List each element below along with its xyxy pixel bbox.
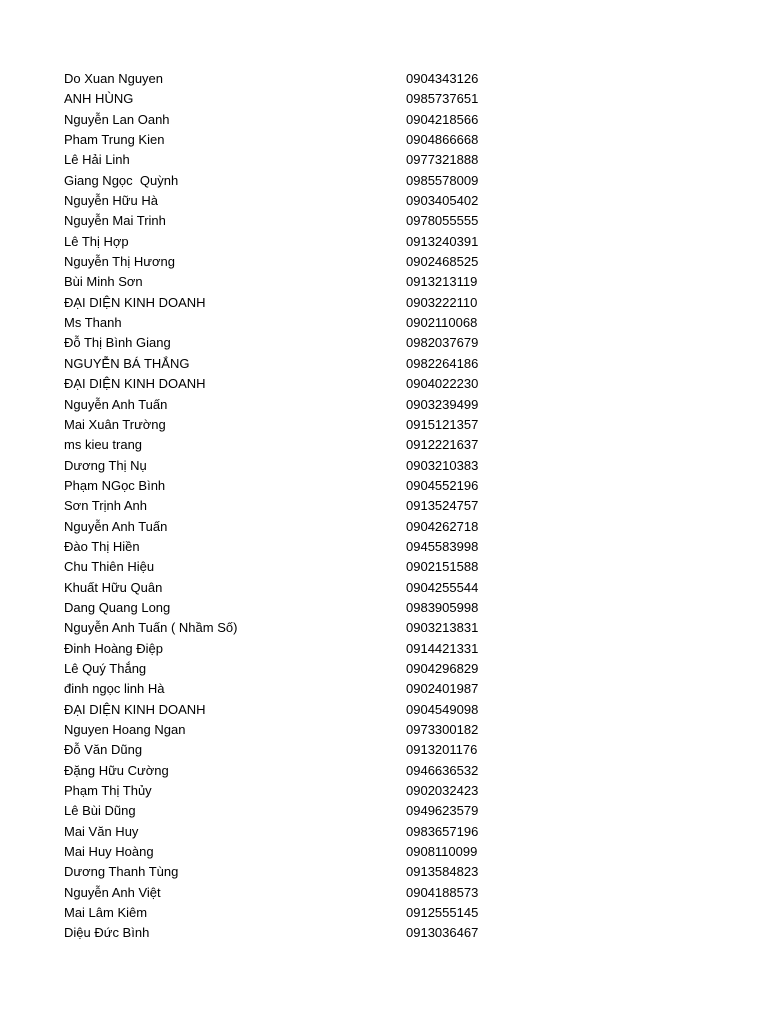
contact-name: Lê Bùi Dũng <box>64 803 136 819</box>
contact-phone: 0908110099 <box>406 844 478 860</box>
contact-row <box>64 781 544 801</box>
contact-row <box>64 862 544 882</box>
contact-phone: 0949623579 <box>406 803 479 819</box>
contact-name: Nguyen Hoang Ngan <box>64 722 186 737</box>
contact-row <box>64 476 544 496</box>
contact-name: Do Xuan Nguyen <box>64 71 164 86</box>
contact-name: Nguyễn Anh Việt <box>64 884 161 900</box>
contact-name: Dương Thị Nụ <box>64 457 147 473</box>
contact-phone: 0904262718 <box>406 518 479 534</box>
contact-name: Pham Trung Kien <box>64 132 165 148</box>
contact-row <box>64 272 544 292</box>
contact-name: Nguyễn Anh Tuấn <box>64 518 168 534</box>
contact-name: ĐẠI DIỆN KINH DOANH <box>64 701 206 717</box>
contact-phone: 0902110068 <box>406 315 478 331</box>
contact-row <box>64 618 544 638</box>
contact-name: Phạm Thị Thủy <box>64 783 152 799</box>
contact-name: Bùi Minh Sơn <box>64 274 143 290</box>
contact-row <box>64 639 544 659</box>
contact-row <box>64 191 544 211</box>
contact-name: Nguyễn Hữu Hà <box>64 193 158 209</box>
contact-row <box>64 130 544 150</box>
contact-row <box>64 333 544 353</box>
contact-name: Dang Quang Long <box>64 599 171 615</box>
contact-name: Mai Lâm Kiêm <box>64 905 148 921</box>
contact-phone: 0913524757 <box>406 498 479 514</box>
contact-phone: 0946636532 <box>406 762 479 778</box>
contact-row <box>64 69 544 89</box>
contact-phone: 0904343126 <box>406 71 479 86</box>
contact-phone: 0912221637 <box>406 437 479 453</box>
contact-phone: 0982037679 <box>406 335 479 351</box>
contact-phone: 0903222110 <box>406 294 478 310</box>
contact-phone: 0982264186 <box>406 355 479 371</box>
contact-row <box>64 578 544 598</box>
contact-name: Chu Thiên Hiệu <box>64 559 155 575</box>
contact-phone: 0945583998 <box>406 538 479 554</box>
contact-phone: 0904255544 <box>406 579 479 595</box>
contact-row <box>64 598 544 618</box>
contact-name: ĐẠI DIỆN KINH DOANH <box>64 294 206 310</box>
contact-phone: 0914421331 <box>406 640 479 656</box>
contact-phone: 0983657196 <box>406 823 479 839</box>
contact-row <box>64 720 544 740</box>
contact-row <box>64 679 544 699</box>
contact-phone: 0913584823 <box>406 864 479 880</box>
contact-row <box>64 740 544 760</box>
contact-phone: 0904549098 <box>406 701 479 717</box>
contact-phone: 0977321888 <box>406 152 479 168</box>
contact-phone: 0913240391 <box>406 233 479 249</box>
contact-name: Nguyễn Thị Hương <box>64 254 175 270</box>
contact-name: Đào Thị Hiền <box>64 538 140 554</box>
contact-row <box>64 415 544 435</box>
contact-name: Đỗ Thị Bình Giang <box>64 335 171 351</box>
contact-phone: 0904188573 <box>406 884 479 900</box>
contact-row <box>64 801 544 821</box>
contact-phone: 0902032423 <box>406 783 479 799</box>
contact-row <box>64 822 544 842</box>
contact-row <box>64 659 544 679</box>
contact-phone: 0904866668 <box>406 132 479 148</box>
contact-phone: 0912555145 <box>406 905 479 921</box>
contact-row <box>64 456 544 476</box>
contact-name: Nguyễn Anh Tuấn <box>64 396 168 412</box>
contact-name: ANH HÙNG <box>64 91 134 107</box>
contact-phone: 0904218566 <box>406 111 479 127</box>
contact-name: NGUYỄN BÁ THẮNG <box>64 355 190 371</box>
contact-row <box>64 435 544 455</box>
contact-row <box>64 354 544 374</box>
contact-name: Mai Xuân Trường <box>64 416 166 432</box>
contact-row <box>64 232 544 252</box>
contact-row <box>64 171 544 191</box>
contact-row <box>64 842 544 862</box>
contact-row <box>64 903 544 923</box>
contact-name: Dương Thanh Tùng <box>64 864 179 880</box>
contact-row <box>64 89 544 109</box>
contact-row <box>64 537 544 557</box>
contact-row <box>64 374 544 394</box>
contact-row <box>64 517 544 537</box>
contact-phone: 0978055555 <box>406 213 479 229</box>
contact-phone: 0983905998 <box>406 599 479 615</box>
contact-row <box>64 395 544 415</box>
contact-list <box>64 69 544 944</box>
contact-row <box>64 700 544 720</box>
contact-row <box>64 883 544 903</box>
contact-phone: 0913036467 <box>406 925 479 941</box>
contact-name: Lê Quý Thắng <box>64 660 147 676</box>
contact-phone: 0985578009 <box>406 172 479 188</box>
contact-name: Đỗ Văn Dũng <box>64 742 143 758</box>
contact-phone: 0903405402 <box>406 193 479 209</box>
contact-row <box>64 110 544 130</box>
contact-name: đinh ngọc linh Hà <box>64 681 165 697</box>
contact-phone: 0985737651 <box>406 91 479 107</box>
contact-name: Mai Huy Hoàng <box>64 844 154 860</box>
contact-row <box>64 923 544 943</box>
contact-name: ĐẠI DIỆN KINH DOANH <box>64 376 206 392</box>
contact-phone: 0915121357 <box>406 416 479 432</box>
contact-name: Lê Thị Hợp <box>64 233 129 249</box>
contact-phone: 0902401987 <box>406 681 479 697</box>
contact-name: Đặng Hữu Cường <box>64 762 169 778</box>
contact-phone: 0903239499 <box>406 396 479 412</box>
contact-name: Nguyễn Lan Oanh <box>64 111 170 127</box>
contact-phone: 0902468525 <box>406 254 479 270</box>
contact-phone: 0973300182 <box>406 722 479 737</box>
contact-name: Sơn Trịnh Anh <box>64 498 147 514</box>
contact-name: Diệu Đức Bình <box>64 925 150 941</box>
contact-row <box>64 252 544 272</box>
contact-name: Giang Ngọc Quỳnh <box>64 172 179 188</box>
contact-name: Lê Hải Linh <box>64 152 130 168</box>
contact-name: ms kieu trang <box>64 437 143 453</box>
contact-row <box>64 211 544 231</box>
contact-row <box>64 313 544 333</box>
contact-row <box>64 293 544 313</box>
contact-name: Nguyễn Anh Tuấn ( Nhầm Số) <box>64 620 238 636</box>
contact-name: Đinh Hoàng Điệp <box>64 640 164 656</box>
contact-row <box>64 150 544 170</box>
contact-phone: 0904296829 <box>406 660 479 676</box>
contact-phone: 0913201176 <box>406 742 478 758</box>
contact-phone: 0904022230 <box>406 376 479 392</box>
contact-name: Khuất Hữu Quân <box>64 579 163 595</box>
contact-row <box>64 496 544 516</box>
contact-row <box>64 557 544 577</box>
contact-phone: 0903210383 <box>406 457 479 473</box>
contact-phone: 0913213119 <box>406 274 478 290</box>
contact-phone: 0904552196 <box>406 477 479 493</box>
contact-phone: 0902151588 <box>406 559 479 575</box>
contact-name: Nguyễn Mai Trinh <box>64 213 166 229</box>
contact-row <box>64 761 544 781</box>
contact-name: Ms Thanh <box>64 315 122 331</box>
contact-name: Phạm NGọc Bình <box>64 477 166 493</box>
contact-name: Mai Văn Huy <box>64 823 139 839</box>
contact-phone: 0903213831 <box>406 620 479 636</box>
